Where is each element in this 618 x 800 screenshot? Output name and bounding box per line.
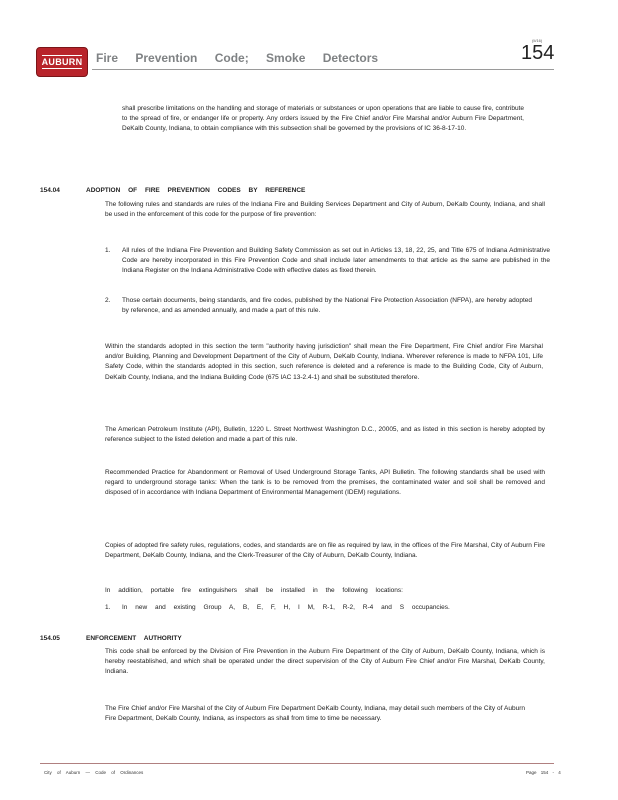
- list-item-number: 1.: [105, 604, 111, 611]
- header-page-number: 154: [521, 42, 555, 64]
- page-header-title: Fire Prevention Code; Smoke Detectors: [96, 51, 379, 65]
- continuation-paragraph: shall prescribe limitations on the handling and storage of materials or substances or upon operations that are liable to cause fire, contribute to the spread of fire, or endanger life or property. Any orders issued by the Fire Chief and/or Fire Marshal and/or Auburn Fire Department, DeKalb County, Indiana, to obtain compliance with this subsection shall be governed by the provisions of IC 36-8-17-10.: [122, 105, 524, 133]
- list-item-text: In new and existing Group A, B, E, F, H, I M, R-1, R-2, R-4 and S occupancies.: [122, 604, 450, 611]
- paragraph-enforcement-2: The Fire Chief and/or Fire Marshal of the City of Auburn Fire Department DeKalb County, Indiana, may detail such members of the City of Auburn Fire Department, DeKalb County, Indiana, as inspectors as shall from time to time be necessary.: [105, 705, 525, 723]
- footer-divider: [40, 763, 554, 764]
- paragraph-copies: Copies of adopted fire safety rules, regulations, codes, and standards are on file as required by law, in the offices of the Fire Marshal, City of Auburn Fire Department, DeKalb County, Indiana, and the Clerk-Treasurer of the City of Auburn, DeKalb County, Indiana.: [105, 542, 545, 560]
- paragraph-addition: In addition, portable fire extinguishers shall be installed in the following locations:: [105, 587, 403, 594]
- list-item-text: Those certain documents, being standards, and fire codes, published by the National Fire Protection Association (NFPA), are hereby adopted by reference, and as amended annually, and made a part of this rule.: [122, 297, 532, 315]
- section-title-154-05: ENFORCEMENT AUTHORITY: [86, 635, 182, 642]
- footer-left-text: City of Auburn — Code of Ordinances: [44, 770, 144, 775]
- list-item-number: 2.: [105, 297, 111, 304]
- section-title-154-04: ADOPTION OF FIRE PREVENTION CODES BY REFERENCE: [86, 187, 306, 194]
- section-number-154-04: 154.04: [40, 187, 60, 194]
- list-item-number: 1.: [105, 247, 111, 254]
- logo-text: AUBURN: [41, 57, 83, 67]
- paragraph-enforcement-1: This code shall be enforced by the Division of Fire Prevention in the Auburn Fire Department of the City of Auburn, DeKalb County, Indiana, which is hereby reestablished, and which shall be operated under the direct supervision of the City of Auburn Fire Chief and/or Fire Marshal, DeKalb County, Indiana.: [105, 648, 545, 676]
- header-divider: [92, 69, 554, 70]
- paragraph-within-standards: Within the standards adopted in this section the term "authority having jurisdiction" shall mean the Fire Department, Fire Chief and/or Fire Marshal and/or Building, Planning and Development Department of the City of Auburn, DeKalb County, Indiana. Wherever reference is made to NFPA 101, Life Safety Code, within the standards adopted in this section, such reference is deleted and a reference is made to the Building Code, City of Auburn, DeKalb County, Indiana, and the Indiana Building Code (675 IAC 13-2.4-1) and shall be substituted therefore.: [105, 343, 543, 381]
- footer-page-info: Page 154 - 4: [526, 770, 561, 775]
- paragraph-recommended-practice: Recommended Practice for Abandonment or Removal of Used Underground Storage Tanks, API Bulletin. The following standards shall be used with regard to underground storage tanks: When the tank is to be removed from the premises, the contaminated water and soil shall be removed and disposed of in accordance with Indiana Department of Environmental Management (IDEM) regulations.: [105, 469, 545, 497]
- header-small-label: (Ii/16): [532, 38, 543, 43]
- section-154-04-intro: The following rules and standards are rules of the Indiana Fire and Building Services Department and City of Auburn, DeKalb County, Indiana, and shall be used in the enforcement of this code for the purpose of fire prevention:: [105, 201, 545, 219]
- auburn-logo: [36, 47, 88, 77]
- list-item-text: All rules of the Indiana Fire Prevention and Building Safety Commission as set out in Articles 13, 18, 22, 25, and Title 675 of Indiana Administrative Code are hereby incorporated in this Fire Prevention Code and shall include later amendments to that article as the same are published in the Indiana Register on the Indiana Administrative Code with effective dates as fixed therein.: [122, 247, 550, 275]
- section-number-154-05: 154.05: [40, 635, 60, 642]
- paragraph-api: The American Petroleum Institute (API), Bulletin, 1220 L. Street Northwest Washington D.C., 20005, and as listed in this section is hereby adopted by reference subject to the listed deletion and made a part of this rule.: [105, 426, 545, 444]
